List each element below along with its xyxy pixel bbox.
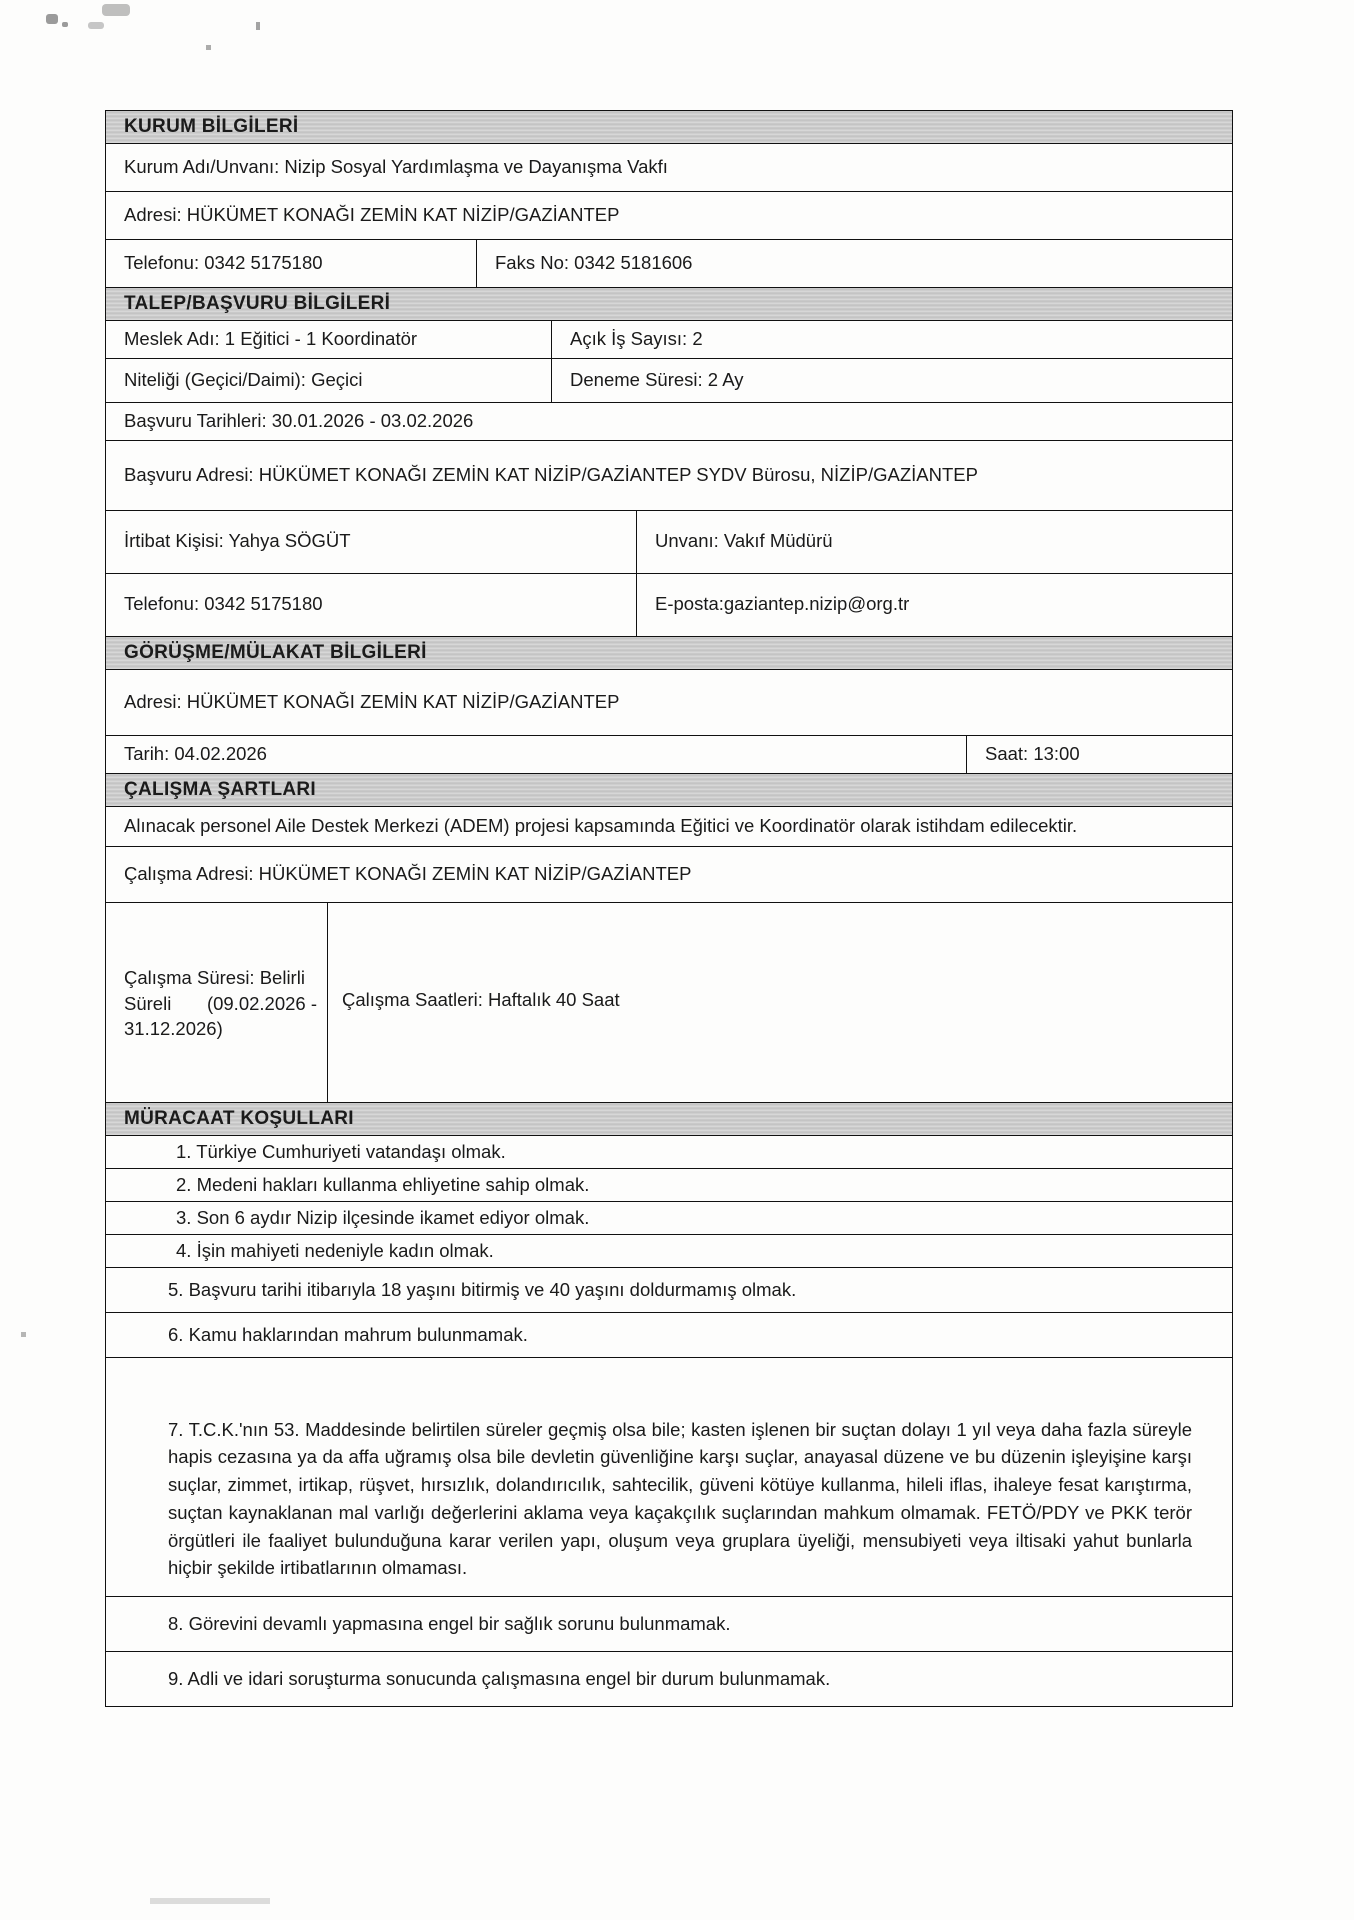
- interview-address: Adresi: HÜKÜMET KONAĞI ZEMİN KAT NİZİP/GAZİANTEP: [124, 690, 620, 712]
- application-dates-row: [106, 403, 1232, 441]
- application-address-row: [106, 441, 1232, 511]
- section-header-institution: KURUM BİLGİLERİ: [106, 111, 1232, 144]
- scan-artifact: [88, 22, 104, 29]
- requirement-item: 9. Adli ve idari soruşturma sonucunda çalışmasına engel bir durum bulunmamak.: [106, 1652, 1232, 1707]
- interview-date: Tarih: 04.02.2026: [124, 742, 267, 764]
- contact-phone-row: [106, 574, 1232, 637]
- scan-artifact: [206, 45, 211, 50]
- requirement-item: 5. Başvuru tarihi itibarıyla 18 yaşını bitirmiş ve 40 yaşını doldurmamış olmak.: [106, 1268, 1232, 1313]
- work-duration-label: Çalışma Süresi: Belirli: [124, 966, 305, 988]
- work-duration-left: Süreli: [124, 992, 172, 1014]
- requirement-item: 7. T.C.K.'nın 53. Maddesinde belirtilen süreler geçmiş olsa bile; kasten işlenen bir suçtan dolayı 1 yıl veya daha fazla süreyle hapis cezasına ya da affa uğramış olsa bile devletin güvenliğine karşı suçlar, anayasal düzene ve bu düzenin işleyişine karşı suçlar, zimmet, irtikap, rüşvet, hırsızlık, dolandırıcılık, sahtecilik, güveni kötüye kullanma, hileli iflas, ihaleye fesat karıştırma, suçtan kaynaklanan mal varlığı değerlerini aklama veya kaçakçılık suçlarından mahkum olmamak. FETÖ/PDY ve PKK terör örgütleri ile faaliyet bulunduğuna karar verilen yapı, oluşum veya gruplara üyeliği, mensubiyeti veya iltisaki yahut bunlarla hiçbir şekilde irtibatlarının olmaması.: [106, 1358, 1232, 1598]
- scan-artifact: [21, 1332, 26, 1337]
- institution-phone: Telefonu: 0342 5175180: [124, 251, 323, 273]
- requirement-item: 2. Medeni hakları kullanma ehliyetine sahip olmak.: [106, 1169, 1232, 1202]
- requirement-item: 4. İşin mahiyeti nedeniyle kadın olmak.: [106, 1235, 1232, 1268]
- contact-email: E-posta:gaziantep.nizip@org.tr: [636, 574, 1232, 636]
- work-duration-start: (09.02.2026 -: [206, 992, 317, 1014]
- section-header-interview: GÖRÜŞME/MÜLAKAT BİLGİLERİ: [106, 637, 1232, 670]
- job-title-row: [106, 321, 1232, 359]
- institution-name-row: [106, 144, 1232, 192]
- scan-artifact: [62, 22, 68, 27]
- work-hours-cell: Çalışma Saatleri: Haftalık 40 Saat: [342, 988, 620, 1010]
- requirement-item: 1. Türkiye Cumhuriyeti vatandaşı olmak.: [106, 1136, 1232, 1169]
- scan-artifact: [150, 1898, 270, 1904]
- interview-time: Saat: 13:00: [966, 736, 1232, 773]
- application-dates: Başvuru Tarihleri: 30.01.2026 - 03.02.2026: [124, 409, 474, 431]
- section-header-requirements: MÜRACAAT KOŞULLARI: [106, 1103, 1232, 1136]
- work-duration-cell: [106, 903, 328, 1102]
- work-description-row: [106, 807, 1232, 847]
- requirement-item: 3. Son 6 aydır Nizip ilçesinde ikamet ediyor olmak.: [106, 1202, 1232, 1235]
- institution-name: Kurum Adı/Unvanı: Nizip Sosyal Yardımlaşma ve Dayanışma Vakfı: [124, 156, 668, 177]
- contact-person-title: Unvanı: Vakıf Müdürü: [636, 511, 1232, 573]
- contact-person-row: [106, 511, 1232, 574]
- interview-address-row: [106, 670, 1232, 736]
- interview-datetime-row: [106, 736, 1232, 774]
- contact-person: İrtibat Kişisi: Yahya SÖGÜT: [124, 530, 351, 552]
- job-nature-row: [106, 359, 1232, 403]
- work-description: Alınacak personel Aile Destek Merkezi (ADEM) projesi kapsamında Eğitici ve Koordinatör olarak istihdam edilecektir.: [124, 814, 1078, 836]
- application-address: Başvuru Adresi: HÜKÜMET KONAĞI ZEMİN KAT NİZİP/GAZİANTEP SYDV Bürosu, NİZİP/GAZİANTEP: [124, 463, 978, 485]
- scan-artifact: [46, 14, 58, 24]
- section-header-work-conditions: ÇALIŞMA ŞARTLARI: [106, 774, 1232, 807]
- institution-address: Adresi: HÜKÜMET KONAĞI ZEMİN KAT NİZİP/GAZİANTEP: [124, 203, 620, 225]
- job-posting-form: [105, 110, 1233, 1707]
- scan-artifact: [256, 22, 260, 30]
- job-title: Meslek Adı: 1 Eğitici - 1 Koordinatör: [124, 327, 418, 349]
- work-address-row: [106, 847, 1232, 903]
- work-duration-block: [106, 903, 1232, 1103]
- contact-phone: Telefonu: 0342 5175180: [124, 593, 323, 615]
- institution-address-row: [106, 192, 1232, 240]
- institution-fax: Faks No: 0342 5181606: [476, 240, 1232, 287]
- work-duration-end: 31.12.2026): [124, 1018, 223, 1040]
- work-address: Çalışma Adresi: HÜKÜMET KONAĞI ZEMİN KAT NİZİP/GAZİANTEP: [124, 862, 692, 884]
- requirement-item: 8. Görevini devamlı yapmasına engel bir sağlık sorunu bulunmamak.: [106, 1597, 1232, 1652]
- open-positions: Açık İş Sayısı: 2: [551, 321, 1232, 358]
- job-nature: Niteliği (Geçici/Daimi): Geçici: [124, 368, 363, 390]
- scan-artifact: [102, 4, 130, 16]
- requirement-item: 6. Kamu haklarından mahrum bulunmamak.: [106, 1313, 1232, 1358]
- trial-period: Deneme Süresi: 2 Ay: [551, 359, 1232, 402]
- institution-contact-row: [106, 240, 1232, 288]
- section-header-application: TALEP/BAŞVURU BİLGİLERİ: [106, 288, 1232, 321]
